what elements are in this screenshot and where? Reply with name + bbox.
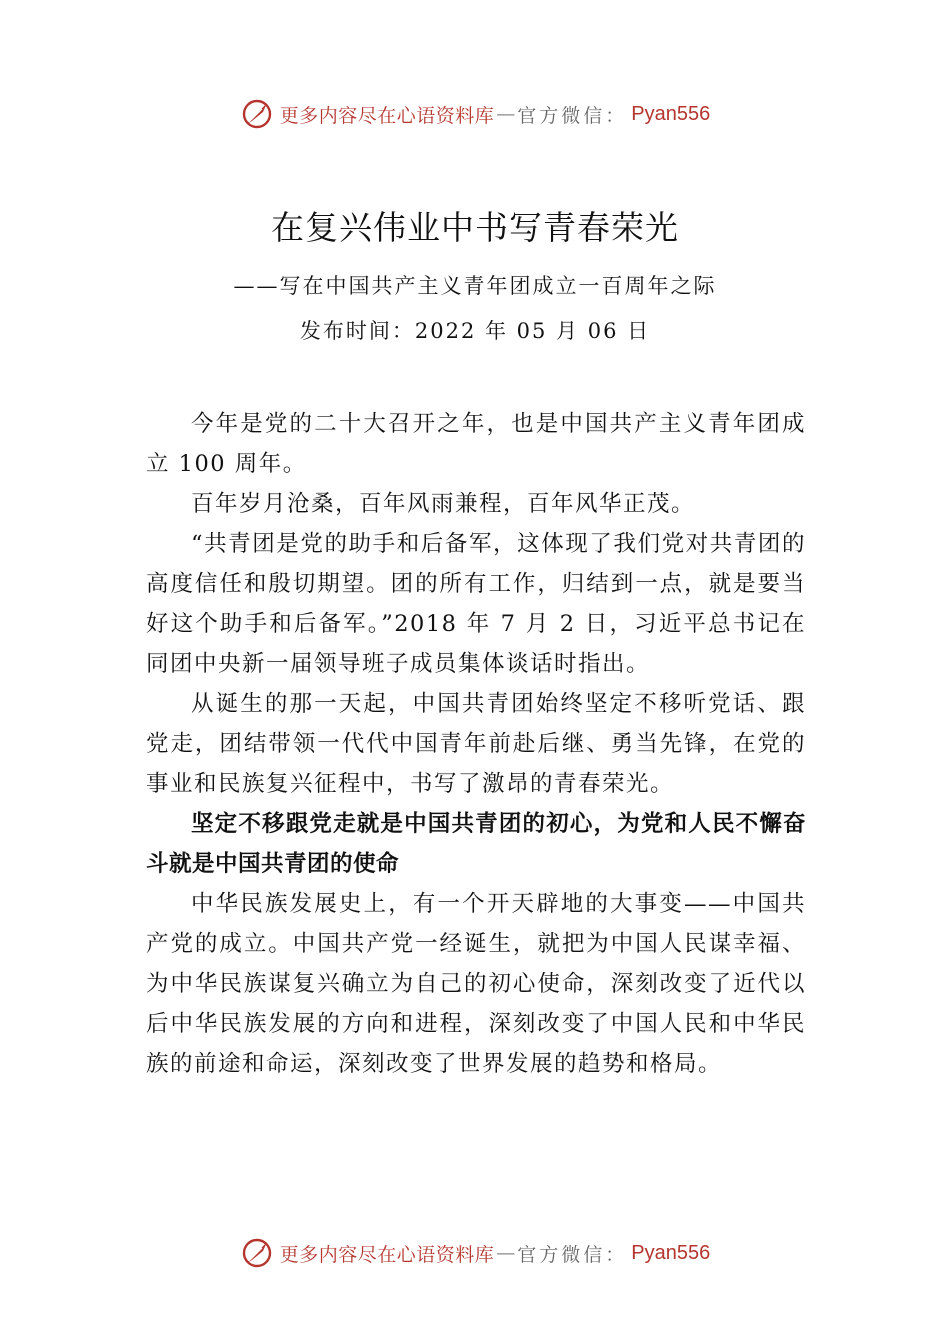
quill-logo-icon <box>240 97 274 131</box>
footer-banner <box>0 1233 950 1273</box>
page-subtitle: ——写在中国共产主义青年团成立一百周年之际 <box>233 274 717 298</box>
banner-separator: — <box>496 103 516 125</box>
banner-wechat-id: Pyan556 <box>631 102 711 125</box>
banner-text: 更多内容尽在心语资料库 <box>279 104 495 127</box>
banner-separator: — <box>496 1242 516 1264</box>
paragraph: 百年岁月沧桑，百年风雨兼程，百年风华正茂。 <box>191 491 696 517</box>
article-body <box>146 404 806 1084</box>
section-heading: 坚定不移跟党走就是中国共青团的初心，为党和人民不懈奋斗就是中国共青团的使命 <box>146 811 806 877</box>
banner-official-label: 官方微信： <box>517 104 628 127</box>
paragraph: “共青团是党的助手和后备军，这体现了我们党对共青团的高度信任和殷切期望。团的所有工作，归结到一点，就是要当好这个助手和后备军。”2018 年 7 月 2 日，习近平总书记在同团中央新一届领导班子成员集体谈话时指出。 <box>146 531 806 677</box>
banner-official-label: 官方微信： <box>517 1243 628 1266</box>
page-title: 在复兴伟业中书写青春荣光 <box>271 208 679 247</box>
publish-date: 发布时间：2022 年 05 月 06 日 <box>299 319 651 343</box>
quill-logo-icon <box>240 1236 274 1270</box>
banner-wechat-id: Pyan556 <box>631 1241 711 1264</box>
paragraph: 从诞生的那一天起，中国共青团始终坚定不移听党话、跟党走，团结带领一代代中国青年前赴后继、勇当先锋，在党的事业和民族复兴征程中，书写了激昂的青春荣光。 <box>146 691 806 797</box>
paragraph: 中华民族发展史上，有一个开天辟地的大事变——中国共产党的成立。中国共产党一经诞生，就把为中国人民谋幸福、为中华民族谋复兴确立为自己的初心使命，深刻改变了近代以后中华民族发展的方向和进程，深刻改变了中国人民和中华民族的前途和命运，深刻改变了世界发展的趋势和格局。 <box>146 891 806 1077</box>
banner-text: 更多内容尽在心语资料库 <box>279 1243 495 1266</box>
header-banner <box>0 94 950 134</box>
paragraph: 今年是党的二十大召开之年，也是中国共产主义青年团成立 100 周年。 <box>146 411 806 477</box>
